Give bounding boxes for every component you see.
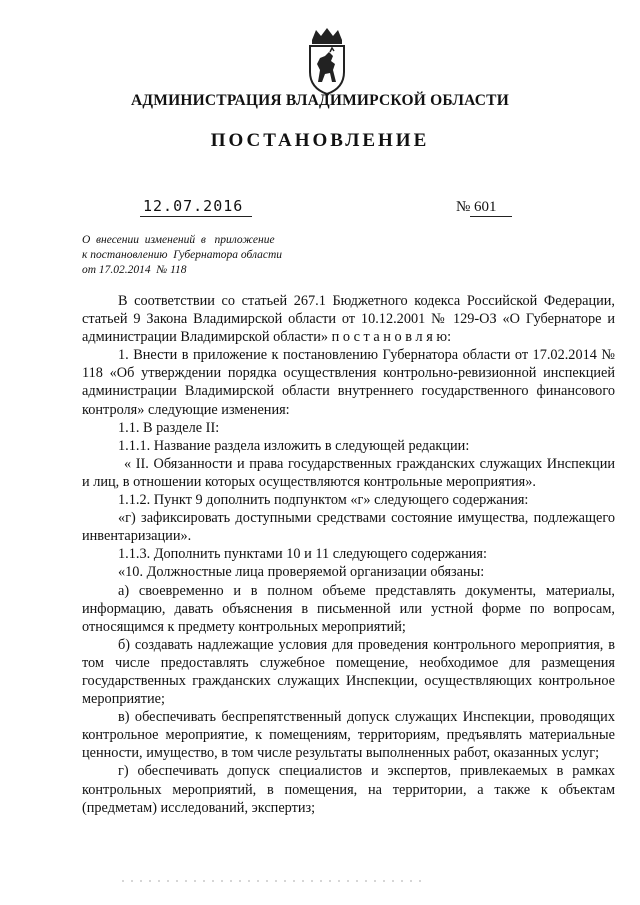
scan-artifact-dots <box>122 880 422 882</box>
paragraph: г) обеспечивать допуск специалистов и экспертов, привлекаемых в рамках контрольных мероприятий, в помещения, на территории, а также к объектам (предметам) исследований, экспертиз; <box>82 763 615 816</box>
paragraph: а) своевременно и в полном объеме представлять документы, материалы, информацию, давать объяснения в письменной или устной форме по вопросам, относящимся к предмету контрольных мероприятий; <box>82 582 615 635</box>
paragraph: В соответствии со статьей 267.1 Бюджетного кодекса Российской Федерации, статьей 9 Закона Владимирской области от 10.12.2001 № 129-ОЗ «О Губернаторе и администрации Владимирской области» п о с т а н о в л я ю: <box>82 293 615 346</box>
document-type: ПОСТАНОВЛЕНИЕ <box>210 130 430 151</box>
document-body <box>82 292 615 817</box>
subject-line-1: О внесении изменений в приложение <box>82 234 275 246</box>
subject-line-3: от 17.02.2014 № 118 <box>82 264 187 276</box>
paragraph: 1.1.3. Дополнить пунктами 10 и 11 следующего содержания: <box>118 546 487 563</box>
organization-name: АДМИНИСТРАЦИЯ ВЛАДИМИРСКОЙ ОБЛАСТИ <box>131 92 509 109</box>
paragraph: б) создавать надлежащие условия для проведения контрольного мероприятия, в том числе предоставлять служебное помещение, необходимое для размещения государственных гражданских служащих Инспекции, осуществляющих контрольное мероприятие; <box>82 636 615 708</box>
paragraph: 1. Внести в приложение к постановлению Губернатора области от 17.02.2014 № 118 «Об утверждении порядка осуществления контрольно-ревизионной инспекцией администрации Владимирской области внутреннего государственного финансового контроля» следующие изменения: <box>82 347 615 418</box>
document-number: № 601 <box>456 199 497 215</box>
paragraph: 1.1.2. Пункт 9 дополнить подпунктом «г» следующего содержания: <box>118 492 529 509</box>
paragraph: «г) зафиксировать доступными средствами состояние имущества, подлежащего инвентаризации». <box>82 510 615 545</box>
subject-line-2: к постановлению Губернатора области <box>82 249 283 261</box>
date-underline <box>140 216 252 217</box>
paragraph: 1.1.1. Название раздела изложить в следующей редакции: <box>118 437 470 454</box>
paragraph: «10. Должностные лица проверяемой организации обязаны: <box>118 564 485 581</box>
paragraph: « II. Обязанности и права государственных гражданских служащих Инспекции и лиц, в отношении которых осуществляются контрольные мероприятия». <box>82 455 615 490</box>
coat-of-arms-icon <box>300 26 354 96</box>
paragraph: 1.1. В разделе II: <box>118 419 220 436</box>
document-subject <box>82 233 282 278</box>
document-date: 12.07.2016 <box>143 197 244 215</box>
paragraph: в) обеспечивать беспрепятственный допуск служащих Инспекции, проводящих контрольное мероприятие, к помещениям, территориям, предъявлять материальные ценности, имущество, в том числе результаты выполненных работ, оказанных услуг; <box>82 709 615 762</box>
number-underline <box>470 216 512 217</box>
